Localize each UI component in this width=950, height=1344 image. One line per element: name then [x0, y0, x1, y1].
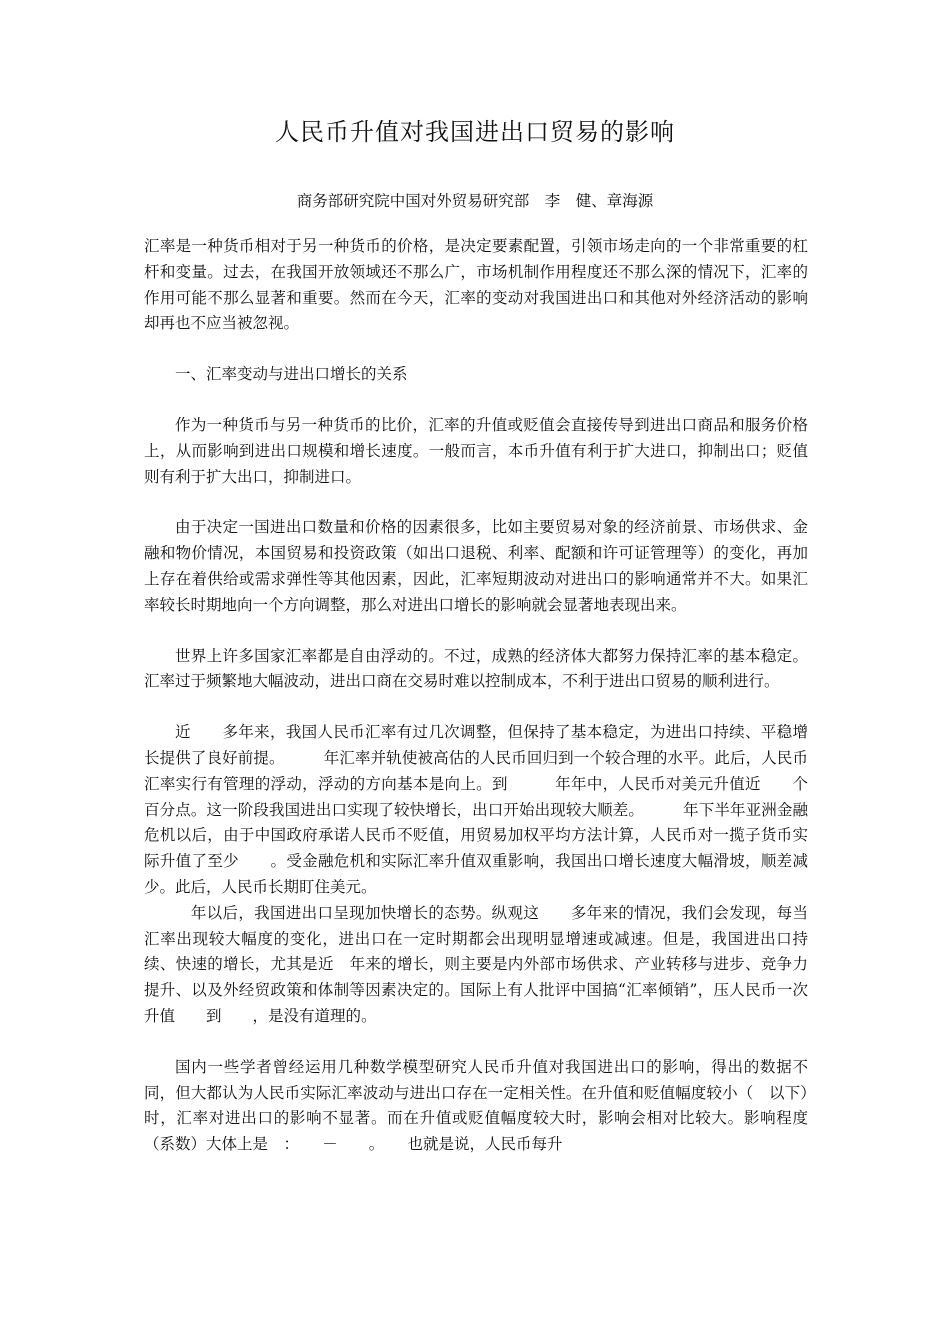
section-heading	[144, 362, 808, 388]
paragraph-text: 国内一些学者曾经运用几种数学模型研究人民币升值对我国进出口的影响，得出的数据不同，但大都认为人民币实际汇率波动与进出口存在一定相关性。在升值和贬值幅度较小（ 以下）时，汇率对进出口的影响不显著。而在升值或贬值幅度较大时，影响会相对比较大。影响程度（系数）大体上是 ： － 。 也就是说，人民币每升	[144, 1057, 808, 1154]
paragraph-text: 近 多年来，我国人民币汇率有过几次调整，但保持了基本稳定，为进出口持续、平稳增长提供了良好前提。 年汇率并轨使被高估的人民币回归到一个较合理的水平。此后，人民币汇率实行有管理的浮动，浮动的方向基本是向上。到 年年中，人民币对美元升值近 个百分点。这一阶段我国进出口实现了较快增长，出口开始出现较大顺差。 年下半年亚洲金融危机以后，由于中国政府承诺人民币不贬值，用贸易加权平均方法计算，人民币对一揽子货币实际升值了至少 。受金融危机和实际汇率升值双重影响，我国出口增长速度大幅滑坡，顺差减少。此后，人民币长期盯住美元。	[144, 723, 808, 896]
paragraph-text: 年以后，我国进出口呈现加快增长的态势。纵观这 多年来的情况，我们会发现，每当汇率出现较大幅度的变化，进出口在一定时期都会出现明显增速或减速。但是，我国进出口持续、快速的增长，尤其是近 年来的增长，则主要是内外部市场供求、产业转移与进步、竞争力提升、以及外经贸政策和体制等因素决定的。国际上有人批评中国搞“汇率倾销”，压人民币一次升值 到 ，是没有道理的。	[144, 903, 808, 1025]
document-title: 人民币升值对我国进出口贸易的影响	[275, 118, 675, 146]
paragraph-growth	[144, 901, 808, 1030]
paragraph-factors	[144, 515, 808, 618]
section-heading-text: 一、汇率变动与进出口增长的关系	[175, 365, 408, 384]
author-line: 商务部研究院中国对外贸易研究部 李 健、章海源	[296, 192, 654, 210]
paragraph-research	[144, 1055, 808, 1158]
paragraph-intro	[144, 234, 808, 337]
paragraph-history	[144, 720, 808, 901]
paragraph-text: 由于决定一国进出口数量和价格的因素很多，比如主要贸易对象的经济前景、市场供求、金融和物价情况，本国贸易和投资政策（如出口退税、利率、配额和许可证管理等）的变化，再加上存在着供给或需求弹性等其他因素，因此，汇率短期波动对进出口的影响通常并不大。如果汇率较长时期地向一个方向调整，那么对进出口增长的影响就会显著地表现出来。	[144, 518, 808, 614]
paragraph-exchange-rate-definition	[144, 413, 808, 490]
document-body	[144, 234, 808, 1183]
paragraph-text: 世界上许多国家汇率都是自由浮动的。不过，成熟的经济体大都努力保持汇率的基本稳定。汇率过于频繁地大幅波动，进出口商在交易时难以控制成本，不利于进出口贸易的顺利进行。	[144, 646, 808, 691]
paragraph-text: 作为一种货币与另一种货币的比价，汇率的升值或贬值会直接传导到进出口商品和服务价格上，从而影响到进出口规模和增长速度。一般而言，本币升值有利于扩大进口，抑制出口；贬值则有利于扩大出口，抑制进口。	[144, 415, 808, 486]
paragraph-floating-rates	[144, 644, 808, 696]
paragraph-text: 汇率是一种货币相对于另一种货币的价格，是决定要素配置，引领市场走向的一个非常重要的杠杆和变量。过去，在我国开放领域还不那么广，市场机制作用程度还不那么深的情况下，汇率的作用可能不那么显著和重要。然而在今天，汇率的变动对我国进出口和其他对外经济活动的影响却再也不应当被忽视。	[144, 237, 808, 333]
